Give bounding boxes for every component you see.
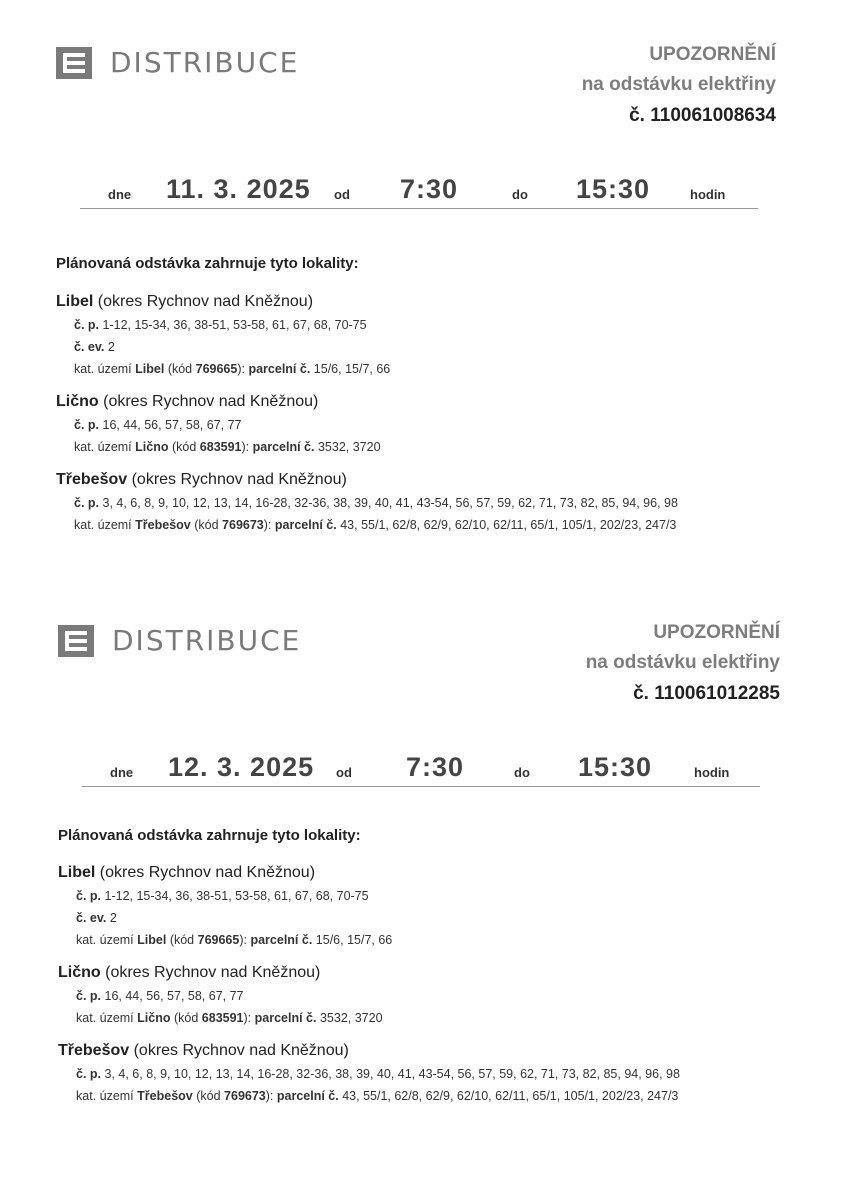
cp-line: [56, 492, 816, 514]
kod-value: 769673: [222, 518, 264, 532]
cp-label: č. p.: [74, 496, 100, 510]
location-name: Třebešov: [56, 471, 128, 488]
location-licno: [56, 390, 816, 458]
od-label: od: [334, 187, 350, 202]
cp-label: č. p.: [76, 1067, 102, 1081]
parcel-label: parcelní č.: [248, 362, 311, 376]
outage-notice-1: [0, 0, 848, 560]
ce-line: [58, 907, 818, 929]
location-district: (okres Rychnov nad Kněžnou): [103, 393, 319, 410]
kod-value: 769665: [195, 362, 238, 376]
cp-line: [58, 985, 818, 1007]
location-trebesov: [58, 1039, 818, 1107]
dne-label: dne: [110, 765, 134, 780]
kat-name: Lično: [137, 1011, 171, 1025]
hodin-label: hodin: [694, 765, 730, 780]
kod-suffix: ):: [241, 440, 250, 454]
cadastral-line: [56, 358, 816, 380]
ce-values: 2: [109, 911, 117, 925]
notice-subtitle: na odstávku elektřiny: [585, 652, 780, 673]
cp-label: č. p.: [74, 318, 100, 332]
kod-suffix: ):: [237, 362, 245, 376]
kod-suffix: ):: [243, 1011, 252, 1025]
cadastral-line: [58, 1085, 818, 1107]
dne-label: dne: [108, 187, 132, 202]
kod-suffix: ):: [265, 1089, 274, 1103]
planned-heading: Plánovaná odstávka zahrnuje tyto lokality:: [56, 255, 359, 272]
ce-label: č. ev.: [76, 911, 107, 925]
parcel-values: 3532, 3720: [317, 440, 381, 454]
cadastral-line: [56, 436, 816, 458]
parcel-label: parcelní č.: [254, 1011, 317, 1025]
kat-name: Třebešov: [135, 518, 191, 532]
location-district: (okres Rychnov nad Kněžnou): [131, 471, 347, 488]
kat-name: Lično: [135, 440, 169, 454]
ce-label: č. ev.: [74, 340, 105, 354]
kod-value: 683591: [201, 1011, 244, 1025]
location-trebesov: [56, 468, 816, 536]
kat-label: kat. území: [76, 1089, 134, 1103]
parcel-label: parcelní č.: [274, 518, 337, 532]
location-district: (okres Rychnov nad Kněžnou): [105, 964, 321, 981]
cadastral-line: [56, 514, 816, 536]
outage-notice-2: [0, 578, 848, 1138]
location-district: (okres Rychnov nad Kněžnou): [97, 293, 314, 310]
cp-label: č. p.: [76, 989, 102, 1003]
cadastral-line: [58, 1007, 818, 1029]
location-name: Třebešov: [58, 1042, 130, 1059]
outage-date: 12. 3. 2025: [168, 752, 315, 782]
kat-name: Libel: [137, 933, 167, 947]
logo-text: DISTRIBUCE: [112, 624, 302, 657]
company-logo: [56, 46, 299, 79]
parcel-label: parcelní č.: [250, 933, 313, 947]
to-time: 15:30: [576, 174, 651, 204]
kat-label: kat. území: [76, 933, 134, 947]
notice-subtitle: na odstávku elektřiny: [581, 74, 776, 95]
location-name: Libel: [56, 293, 94, 310]
od-label: od: [336, 765, 352, 780]
parcel-values: 43, 55/1, 62/8, 62/9, 62/10, 62/11, 65/1, 105/1, 202/23, 247/3: [342, 1089, 679, 1103]
cadastral-line: [58, 929, 818, 951]
cp-line: [56, 414, 816, 436]
parcel-label: parcelní č.: [276, 1089, 339, 1103]
kod-value: 769665: [197, 933, 240, 947]
cp-line: [56, 314, 816, 336]
ce-values: 2: [107, 340, 115, 354]
from-time: 7:30: [406, 752, 465, 782]
notice-title: UPOZORNĚNÍ: [653, 622, 780, 643]
kod-value: 769673: [224, 1089, 266, 1103]
cp-label: č. p.: [74, 418, 100, 432]
cp-label: č. p.: [76, 889, 102, 903]
kat-label: kat. území: [76, 1011, 134, 1025]
cp-values: 16, 44, 56, 57, 58, 67, 77: [102, 418, 242, 432]
from-time: 7:30: [400, 174, 459, 204]
do-label: do: [514, 765, 530, 780]
cp-values: 3, 4, 6, 8, 9, 10, 12, 13, 14, 16-28, 32-36, 38, 39, 40, 41, 43-54, 56, 57, 59, 62, 71, 73, 82, 85, 94, 96, 98: [104, 1067, 680, 1081]
location-name: Lično: [56, 393, 99, 410]
ce-line: [56, 336, 816, 358]
parcel-label: parcelní č.: [252, 440, 315, 454]
kat-name: Třebešov: [137, 1089, 193, 1103]
parcel-values: 15/6, 15/7, 66: [315, 933, 393, 947]
location-district: (okres Rychnov nad Kněžnou): [133, 1042, 349, 1059]
cp-line: [58, 885, 818, 907]
location-title: [58, 861, 818, 885]
cp-line: [58, 1063, 818, 1085]
notice-number: č. 110061008634: [629, 105, 776, 126]
kod-prefix: (kód: [196, 1089, 221, 1103]
date-time-line: [80, 170, 758, 209]
parcel-values: 15/6, 15/7, 66: [313, 362, 391, 376]
company-logo: [58, 624, 301, 657]
kat-label: kat. území: [74, 440, 132, 454]
location-title: [56, 290, 816, 314]
planned-heading: Plánovaná odstávka zahrnuje tyto lokality:: [58, 827, 361, 844]
to-time: 15:30: [578, 752, 653, 782]
location-name: Libel: [58, 864, 96, 881]
location-name: Lično: [58, 964, 101, 981]
date-time-line: [82, 748, 760, 787]
kod-prefix: (kód: [173, 1011, 199, 1025]
kod-prefix: (kód: [171, 440, 197, 454]
location-libel: [58, 861, 818, 951]
notice-title: UPOZORNĚNÍ: [649, 44, 776, 65]
notice-number: č. 110061012285: [633, 683, 780, 704]
cp-values: 3, 4, 6, 8, 9, 10, 12, 13, 14, 16-28, 32-36, 38, 39, 40, 41, 43-54, 56, 57, 59, 62, 71, 73, 82, 85, 94, 96, 98: [102, 496, 678, 510]
location-title: [56, 468, 816, 492]
cp-values: 16, 44, 56, 57, 58, 67, 77: [104, 989, 244, 1003]
kat-label: kat. území: [74, 518, 132, 532]
cp-values: 1-12, 15-34, 36, 38-51, 53-58, 61, 67, 68, 70-75: [104, 889, 369, 903]
do-label: do: [512, 187, 528, 202]
hodin-label: hodin: [690, 187, 726, 202]
location-district: (okres Rychnov nad Kněžnou): [99, 864, 316, 881]
logo-text: DISTRIBUCE: [110, 46, 300, 79]
location-libel: [56, 290, 816, 380]
cez-logo-icon: [58, 625, 94, 657]
notice-header: [582, 40, 776, 132]
location-title: [58, 961, 818, 985]
kod-suffix: ):: [263, 518, 272, 532]
parcel-values: 43, 55/1, 62/8, 62/9, 62/10, 62/11, 65/1, 105/1, 202/23, 247/3: [340, 518, 677, 532]
kat-label: kat. území: [74, 362, 132, 376]
cez-logo-icon: [56, 47, 92, 79]
kod-prefix: (kód: [169, 933, 195, 947]
kod-suffix: ):: [239, 933, 247, 947]
parcel-values: 3532, 3720: [319, 1011, 383, 1025]
location-title: [58, 1039, 818, 1063]
kod-prefix: (kód: [167, 362, 193, 376]
outage-date: 11. 3. 2025: [166, 174, 311, 204]
location-licno: [58, 961, 818, 1029]
kat-name: Libel: [135, 362, 165, 376]
kod-value: 683591: [199, 440, 242, 454]
cp-values: 1-12, 15-34, 36, 38-51, 53-58, 61, 67, 68, 70-75: [102, 318, 367, 332]
kod-prefix: (kód: [194, 518, 219, 532]
locations-list: [58, 861, 818, 1117]
notice-header: [586, 618, 780, 710]
locations-list: [56, 290, 816, 546]
location-title: [56, 390, 816, 414]
